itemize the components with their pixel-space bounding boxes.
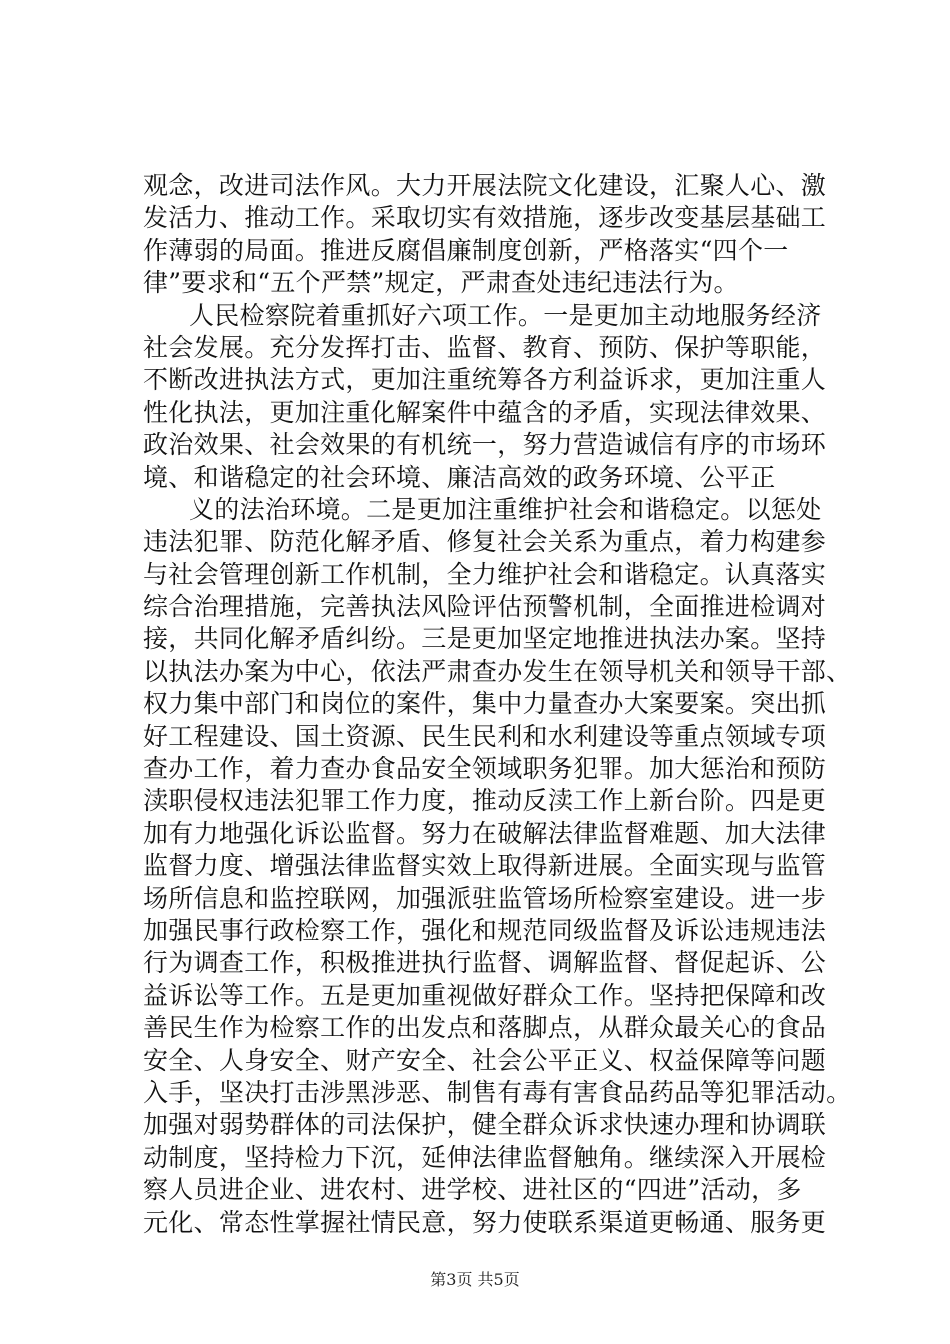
text-line: 行为调查工作，积极推进执行监督、调解监督、督促起诉、公: [143, 948, 827, 978]
text-line: 加有力地强化诉讼监督。努力在破解法律监督难题、加大法律: [143, 818, 827, 848]
text-line: 察人员进企业、进农村、进学校、进社区的“四进”活动，多: [143, 1175, 802, 1205]
text-line: 人民检察院着重抓好六项工作。一是更加主动地服务经济: [189, 300, 822, 330]
text-line: 场所信息和监控联网，加强派驻监管场所检察室建设。进一步: [143, 883, 827, 913]
text-line: 性化执法，更加注重化解案件中蕴含的矛盾，实现法律效果、: [143, 397, 827, 427]
text-line: 与社会管理创新工作机制，全力维护社会和谐稳定。认真落实: [143, 559, 827, 589]
text-line: 以执法办案为中心，依法严肃查办发生在领导机关和领导干部、: [143, 656, 852, 686]
text-line: 权力集中部门和岗位的案件，集中力量查办大案要案。突出抓: [143, 689, 827, 719]
text-line: 入手，坚决打击涉黑涉恶、制售有毒有害食品药品等犯罪活动。: [143, 1077, 852, 1107]
text-line: 政治效果、社会效果的有机统一，努力营造诚信有序的市场环: [143, 430, 827, 460]
text-line: 善民生作为检察工作的出发点和落脚点，从群众最关心的食品: [143, 1013, 827, 1043]
text-line: 查办工作，着力查办食品安全领域职务犯罪。加大惩治和预防: [143, 754, 827, 784]
text-line: 加强民事行政检察工作，强化和规范同级监督及诉讼违规违法: [143, 915, 827, 945]
text-line: 接，共同化解矛盾纠纷。三是更加坚定地推进执法办案。坚持: [143, 624, 827, 654]
text-line: 安全、人身安全、财产安全、社会公平正义、权益保障等问题: [143, 1045, 827, 1075]
text-line: 境、和谐稳定的社会环境、廉洁高效的政务环境、公平正: [143, 462, 776, 492]
text-line: 作薄弱的局面。推进反腐倡廉制度创新，严格落实“四个一: [143, 235, 789, 265]
text-line: 发活力、推动工作。采取切实有效措施，逐步改变基层基础工: [143, 203, 827, 233]
text-line: 动制度，坚持检力下沉，延伸法律监督触角。继续深入开展检: [143, 1142, 827, 1172]
body-text: [143, 170, 863, 1239]
text-line: 元化、常态性掌握社情民意，努力使联系渠道更畅通、服务更: [143, 1207, 827, 1237]
text-line: 义的法治环境。二是更加注重维护社会和谐稳定。以惩处: [189, 494, 822, 524]
text-line: 益诉讼等工作。五是更加重视做好群众工作。坚持把保障和改: [143, 980, 827, 1010]
text-line: 好工程建设、国土资源、民生民利和水利建设等重点领域专项: [143, 721, 827, 751]
text-line: 社会发展。充分发挥打击、监督、教育、预防、保护等职能，: [143, 332, 827, 362]
page-footer: 第3页 共5页: [430, 1270, 520, 1289]
text-line: 渎职侵权违法犯罪工作力度，推动反渎工作上新台阶。四是更: [143, 786, 827, 816]
text-line: 违法犯罪、防范化解矛盾、修复社会关系为重点，着力构建参: [143, 527, 827, 557]
text-line: 律”要求和“五个严禁”规定，严肃查处违纪违法行为。: [143, 268, 739, 298]
text-line: 加强对弱势群体的司法保护，健全群众诉求快速办理和协调联: [143, 1110, 827, 1140]
text-line: 综合治理措施，完善执法风险评估预警机制，全面推进检调对: [143, 592, 827, 622]
text-line: 监督力度、增强法律监督实效上取得新进展。全面实现与监管: [143, 851, 827, 881]
text-line: 不断改进执法方式，更加注重统筹各方利益诉求，更加注重人: [143, 365, 827, 395]
text-line: 观念，改进司法作风。大力开展法院文化建设，汇聚人心、激: [143, 171, 827, 200]
